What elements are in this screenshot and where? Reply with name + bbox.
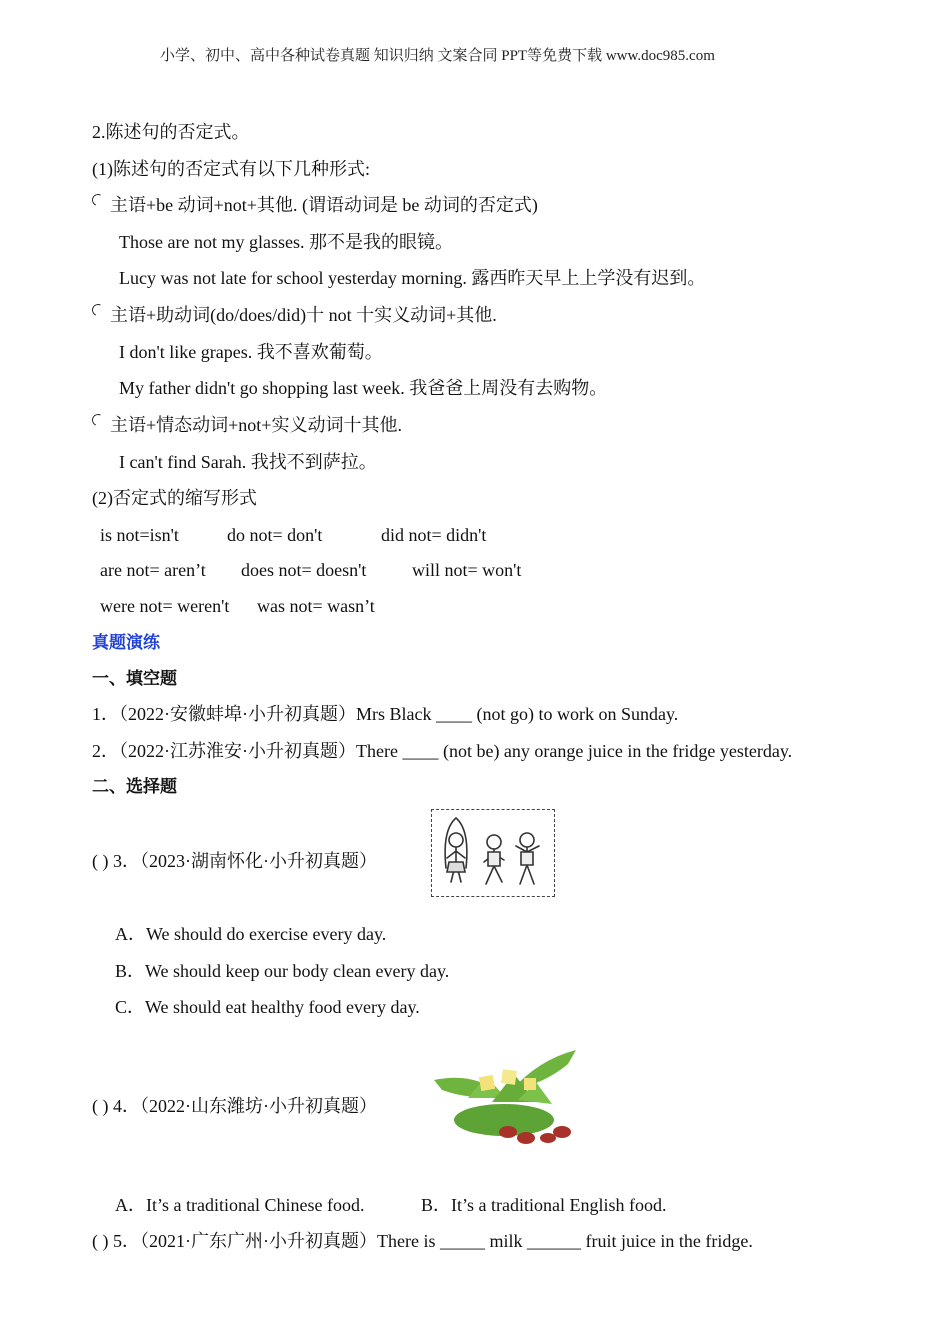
bullet-icon (90, 302, 105, 317)
contraction: will not= won't (412, 560, 522, 580)
question-1: 1．（2022·安徽蚌埠·小升初真题）Mrs Black ____ (not go) to work on Sunday. (92, 704, 679, 724)
page-header: 小学、初中、高中各种试卷真题 知识归纳 文案合同 PPT等免费下载 www.doc985.com (160, 48, 715, 64)
form2-rule: 主语+助动词(do/does/did)十 not 十实义动词+其他. (92, 303, 497, 327)
part2-title: 二、选择题 (92, 777, 177, 797)
zongzi-icon (428, 1046, 580, 1150)
form1-example: Those are not my glasses. 那不是我的眼镜。 (119, 232, 453, 252)
contraction: do not= don't (227, 525, 323, 545)
exercise-illustration (431, 809, 555, 897)
question-2: 2．（2022·江苏淮安·小升初真题）There ____ (not be) any orange juice in the fridge yesterday. (92, 741, 793, 761)
question-3-stem: ( ) 3．（2023·湖南怀化·小升初真题） (92, 851, 377, 871)
bullet-icon (90, 412, 105, 427)
part1-title: 一、填空题 (92, 669, 177, 689)
option: A．It’s a traditional Chinese food. (115, 1195, 365, 1215)
bullet-icon (90, 192, 105, 207)
zongzi-illustration (428, 1046, 580, 1150)
question-5-stem: ( ) 5．（2021·广东广州·小升初真题）There is _____ milk ______ fruit juice in the fridge. (92, 1231, 753, 1251)
form2-example: I don't like grapes. 我不喜欢葡萄。 (119, 342, 383, 362)
practice-title: 真题演练 (92, 633, 160, 653)
contraction: are not= aren’t (100, 560, 206, 580)
contraction: is not=isn't (100, 525, 179, 545)
sub1-title: (1)陈述句的否定式有以下几种形式: (92, 159, 370, 179)
contraction: did not= didn't (381, 525, 487, 545)
option: A．We should do exercise every day. (115, 924, 387, 944)
contraction: were not= weren't (100, 596, 230, 616)
contraction: does not= doesn't (241, 560, 367, 580)
form3-example: I can't find Sarah. 我找不到萨拉。 (119, 452, 377, 472)
contraction: was not= wasn’t (257, 596, 375, 616)
form3-rule: 主语+情态动词+not+实义动词十其他. (92, 413, 402, 437)
option: B．We should keep our body clean every day. (115, 961, 450, 981)
option: B．It’s a traditional English food. (421, 1195, 667, 1215)
section-title: 2.陈述句的否定式。 (92, 122, 250, 142)
form1-rule: 主语+be 动词+not+其他. (谓语动词是 be 动词的否定式) (92, 193, 538, 217)
sub2-title: (2)否定式的缩写形式 (92, 488, 257, 508)
form2-example: My father didn't go shopping last week. 我爸爸上周没有去购物。 (119, 378, 608, 398)
question-4-stem: ( ) 4．（2022·山东潍坊·小升初真题） (92, 1096, 377, 1116)
option: C．We should eat healthy food every day. (115, 997, 420, 1017)
children-exercising-icon (432, 810, 554, 896)
form1-example: Lucy was not late for school yesterday morning. 露西昨天早上上学没有迟到。 (119, 268, 706, 288)
